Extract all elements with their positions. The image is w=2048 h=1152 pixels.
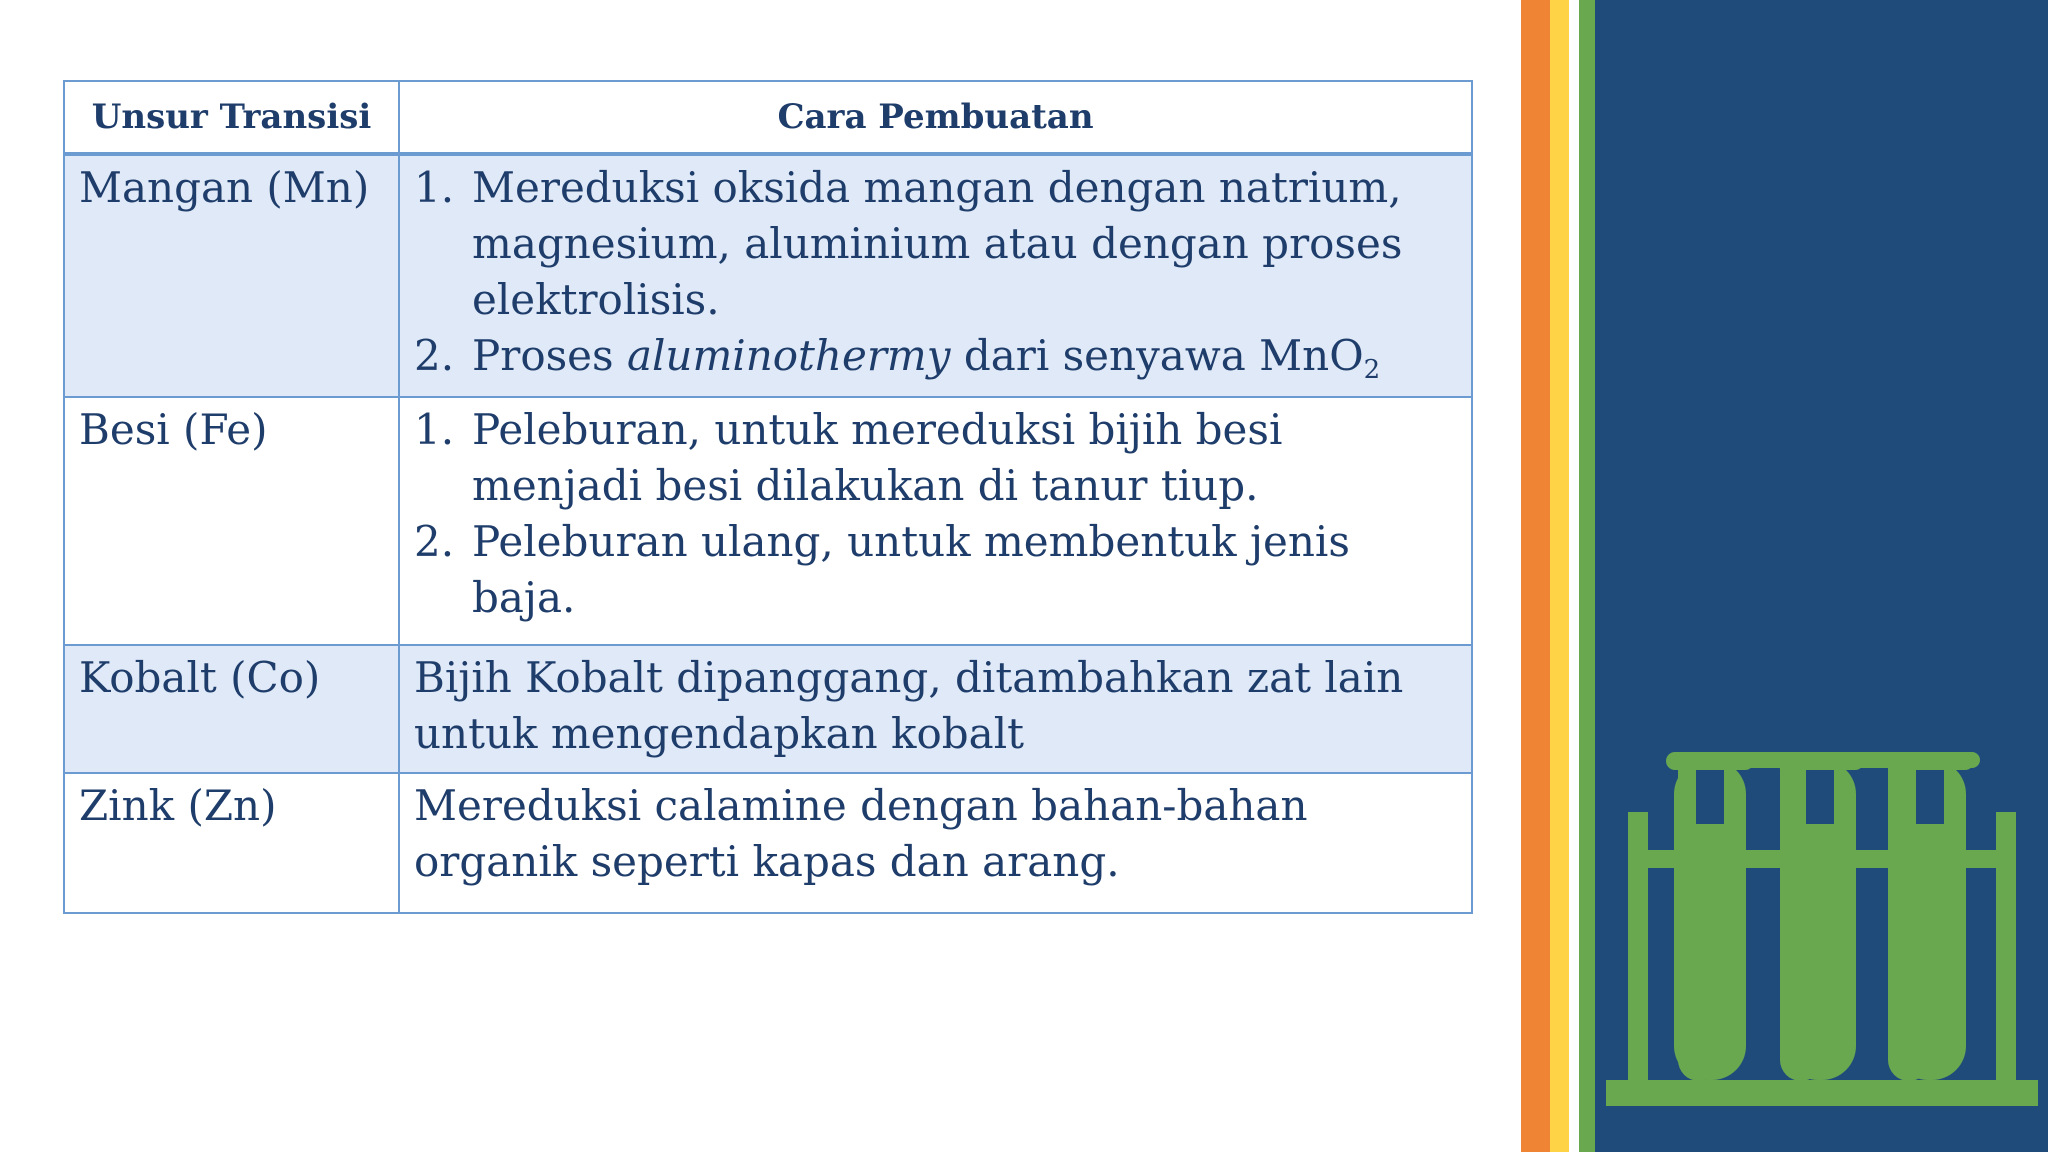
formula-subscript: 2 [1363,355,1381,385]
list-text: Mereduksi oksida mangan dengan natrium, magnesium, aluminium atau dengan proses elektrolisis. [472,163,1403,324]
transition-elements-table [63,80,1473,914]
list-number: 1. [414,405,455,454]
method-cell: Bijih Kobalt dipanggang, ditambahkan zat lain untuk mengendapkan kobalt [399,645,1472,773]
transition-elements-table-container [63,80,1471,914]
table-row [64,397,1472,645]
list-item [414,514,1457,626]
method-cell [399,154,1472,397]
test-tube-rack-icon [1600,740,2040,1120]
list-item [414,160,1457,328]
element-cell: Kobalt (Co) [64,645,399,773]
table-row [64,773,1472,913]
list-text: Peleburan ulang, untuk membentuk jenis baja. [472,517,1350,622]
list-number: 1. [414,163,455,212]
element-cell: Mangan (Mn) [64,154,399,397]
list-text-post: dari senyawa MnO [950,331,1364,380]
method-list [414,160,1457,384]
method-list [414,402,1457,626]
list-item [414,402,1457,514]
list-text: Peleburan, untuk mereduksi bijih besi menjadi besi dilakukan di tanur tiup. [472,405,1283,510]
header-method: Cara Pembuatan [399,81,1472,154]
table-row [64,154,1472,397]
green-stripe [1579,0,1595,1152]
white-stripe [1569,0,1579,1152]
list-text-italic: aluminothermy [626,331,951,380]
element-cell: Zink (Zn) [64,773,399,913]
method-cell: Mereduksi calamine dengan bahan-bahan organik seperti kapas dan arang. [399,773,1472,913]
method-cell [399,397,1472,645]
list-number: 2. [414,331,455,380]
list-item [414,328,1457,384]
list-number: 2. [414,517,455,566]
element-cell: Besi (Fe) [64,397,399,645]
header-element: Unsur Transisi [64,81,399,154]
table-header-row [64,81,1472,154]
table-row [64,645,1472,773]
yellow-stripe [1550,0,1569,1152]
list-text-pre: Proses [472,331,627,380]
orange-stripe [1521,0,1550,1152]
